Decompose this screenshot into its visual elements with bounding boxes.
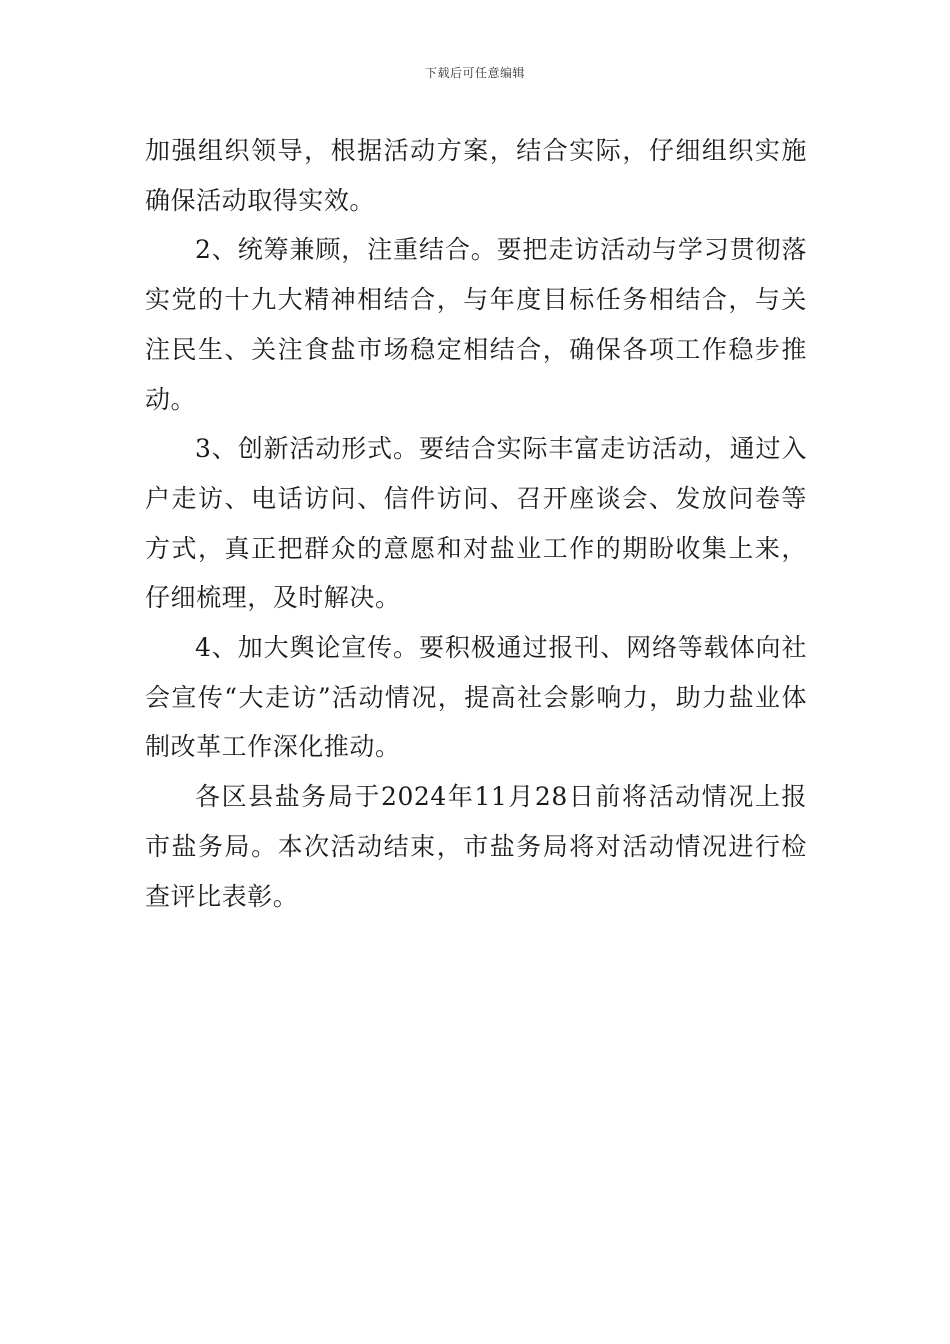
- paragraph-item-3: 3、创新活动形式。要结合实际丰富走访活动，通过入户走访、电话访问、信件访问、召开座谈会、发放问卷等方式，真正把群众的意愿和对盐业工作的期盼收集上来，仔细梳理，及时解决。: [145, 434, 807, 613]
- paragraph-reporting-deadline: 各区县盐务局于2024年11月28日前将活动情况上报市盐务局。本次活动结束，市盐务局将对活动情况进行检查评比表彰。: [145, 782, 807, 911]
- paragraph-organization-leadership: 加强组织领导，根据活动方案，结合实际，仔细组织实施确保活动取得实效。: [145, 136, 807, 215]
- paragraph-item-4: 4、加大舆论宣传。要积极通过报刊、网络等载体向社会宣传“大走访”活动情况，提高社会影响力，助力盐业体制改革工作深化推动。: [145, 633, 807, 762]
- paragraph-item-2: 2、统筹兼顾，注重结合。要把走访活动与学习贯彻落实党的十九大精神相结合，与年度目标任务相结合，与关注民生、关注食盐市场稳定相结合，确保各项工作稳步推动。: [145, 235, 807, 414]
- document-body: [145, 126, 807, 921]
- page-header-note: 下载后可任意编辑: [424, 66, 525, 80]
